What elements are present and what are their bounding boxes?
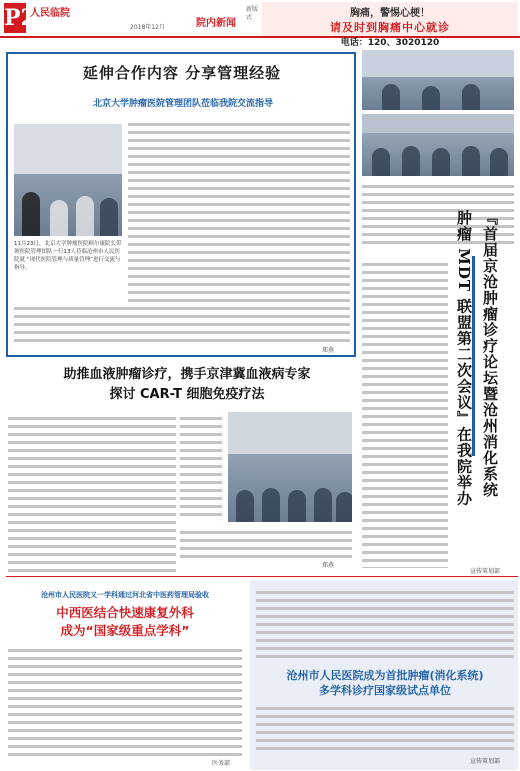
article-1-subtitle: 北京大学肿瘤医院管理团队莅临我院交流指导	[92, 99, 273, 109]
section-divider	[6, 576, 518, 577]
article-5-author: 宣传策划部	[470, 758, 501, 765]
forum-audience-photo	[362, 114, 514, 176]
section-name: 院内新闻	[196, 18, 236, 29]
page-number: P2	[4, 5, 36, 31]
article-4-author: 医务部	[212, 760, 231, 767]
article-5-title	[256, 668, 514, 698]
article-2-title-line-1: 助推血液肿瘤诊疗，携手京津冀血液病专家	[63, 367, 311, 382]
article-3-body-left	[362, 258, 448, 568]
article-4-title-line-2: 成为“国家级重点学科”	[60, 623, 190, 638]
advert-line-3: 电话：120、3020120	[340, 38, 440, 48]
article-2-title-line-2: 探讨 CAR-T 细胞免疫疗法	[109, 387, 265, 402]
article-4-title-line-1: 中西医结合快速康复外科	[56, 605, 194, 620]
article-5-title-line-1: 沧州市人民医院成为首批肿瘤(消化系统)	[286, 669, 484, 682]
article-4-title	[8, 604, 242, 640]
article-3-headline-part-2: 肿瘤 MDT 联盟第二次会议』在我院举办	[455, 210, 473, 507]
advert-line-1: 胸痛，警惕心梗！	[350, 8, 430, 19]
chest-pain-advert	[262, 2, 518, 48]
article-2-title	[28, 365, 346, 405]
article-5-title-line-2: 多学科诊疗国家级试点单位	[319, 684, 451, 697]
article-2-body-mid	[180, 412, 222, 522]
article-1-title: 延伸合作内容 分享管理经验	[82, 64, 282, 82]
article-2-lecture-photo	[228, 412, 352, 522]
article-2-body-left	[8, 412, 176, 572]
hospital-name: 人民临院	[30, 8, 70, 19]
article-5-body-bottom	[256, 702, 514, 752]
edition-label: 新版式	[246, 6, 259, 21]
article-1-photo	[14, 124, 122, 236]
article-4-body	[8, 644, 242, 756]
article-3-author: 宣传策划部	[470, 568, 501, 575]
issue-date: 2018年12月	[130, 24, 165, 31]
article-1-body-lower	[14, 302, 350, 344]
advert-line-2: 请及时到胸痛中心就诊	[330, 21, 450, 34]
article-5-body-top	[256, 586, 514, 664]
article-3-headline-part-1: 『首届京沧肿瘤诊疗论坛暨沧州消化系统	[481, 210, 499, 498]
article-2-body-right	[180, 526, 352, 560]
article-1-author: 郑燕	[322, 347, 335, 354]
article-2-author: 郑燕	[322, 562, 335, 569]
article-1-body	[128, 118, 350, 328]
article-4-subtitle: 沧州市人民医院又一学科通过河北省中医药管理局验收	[41, 590, 209, 599]
masthead	[0, 0, 520, 48]
article-1-caption: 11月23日，北京大学肿瘤医院顾尔康院长带领医院管理团队一行13人莅临沧州市人民医院就 “现代医院管理与质量管理”进行交流与指导。	[14, 241, 122, 271]
forum-stage-photo	[362, 50, 514, 110]
